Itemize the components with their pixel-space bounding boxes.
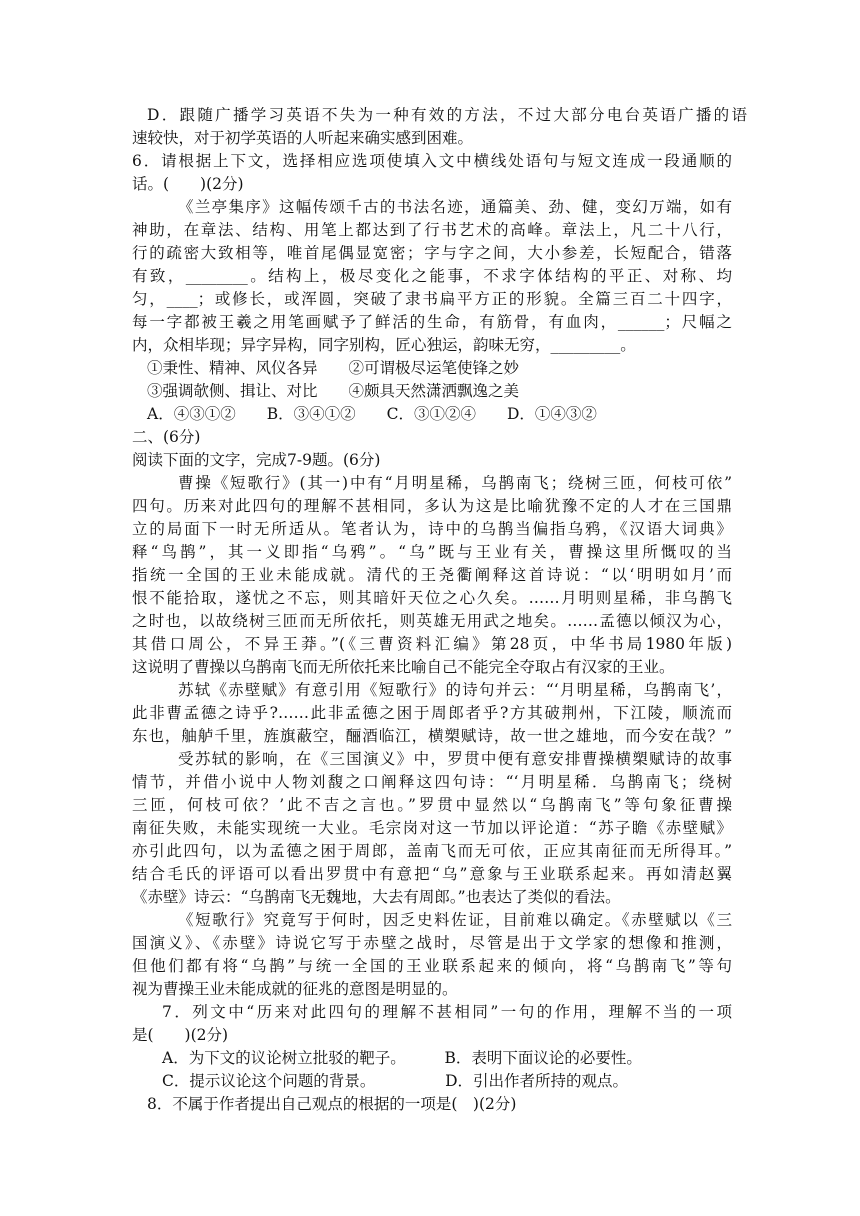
option-d-line-2: 速较快，对于初学英语的人听起来确实感到困难。 <box>132 129 474 147</box>
question-7-stem-1: 7．列文中“历来对此四句的理解不甚相同”一句的作用，理解不当的一项 <box>162 1003 732 1021</box>
question-6-stem-1: 6．请根据上下文，选择相应选项使填入文中横线处语句与短文连成一段通顺的 <box>132 152 732 170</box>
choices-row-1: ①秉性、精神、风仪各异 ②可谓极尽运笔使锋之妙 <box>147 359 520 377</box>
passage-2-p4-line-2: 国演义》、《赤壁》诗说它写于赤壁之战时，尽管是出于文学家的想像和推测， <box>132 934 732 952</box>
passage-2-p3-line-2: 情节，并借小说中人物刘馥之口阐释这四句诗：“‘月明星稀．乌鹊南飞；绕树 <box>132 773 732 791</box>
passage-2-p3-line-1: 受苏轼的影响，在《三国演义》中，罗贯中便有意安排曹操横槊赋诗的故事 <box>178 750 732 768</box>
passage-2-p1-line-8: 其借口周公，不异王莽。”(《三曹资料汇编》第28页，中华书局1980年版) <box>132 635 732 653</box>
question-8-stem: 8．不属于作者提出自己观点的根据的一项是( )(2分) <box>147 1095 517 1113</box>
section-2-heading: 二、(6分) <box>132 428 201 446</box>
choices-row-2: ③强调欹侧、揖让、对比 ④颇具天然潇洒飘逸之美 <box>147 382 520 400</box>
passage-1-line-3: 行的疏密大致相等，唯首尾偶显宽密；字与字之间，大小参差，长短配合，错落 <box>132 244 732 262</box>
passage-2-p2-line-3: 东也，舳舻千里，旌旗蔽空，酾酒临江，横槊赋诗，故一世之雄地，而今安在哉？” <box>132 727 732 745</box>
passage-1-line-6: 每一字都被王羲之用笔画赋予了鲜活的生命，有筋骨，有血肉，______；尺幅之 <box>132 313 732 331</box>
passage-2-p1-line-4: 释“鸟鹊”，其一义即指“乌鸦”。“乌”既与王业有关，曹操这里所慨叹的当 <box>132 543 732 561</box>
passage-2-p1-line-6: 恨不能拾取，遂忧之不忘，则其暗奸天位之心久矣。……月明则星稀，非乌鹊飞 <box>132 589 732 607</box>
passage-2-p3-line-3: 三匝，何枝可依？’此不吉之言也。”罗贯中显然以“乌鹊南飞”等句象征曹操 <box>132 796 732 814</box>
passage-2-p1-line-7: 之时也，以故绕树三匝而无所依托，则英雄无用武之地矣。……孟德以倾汉为心， <box>132 612 732 630</box>
passage-2-p4-line-4: 视为曹操王业未能成就的征兆的意图是明显的。 <box>132 980 458 998</box>
question-6-stem-2: 话。( )(2分) <box>132 175 244 193</box>
passage-2-p1-line-9: 这说明了曹操以乌鹊南飞而无所依托来比喻自己不能完全夺取占有汉家的王业。 <box>132 658 675 676</box>
option-d-line-1: D．跟随广播学习英语不失为一种有效的方法，不过大部分电台英语广播的语 <box>147 106 747 124</box>
question-7-stem-2: 是( )(2分) <box>132 1026 229 1044</box>
passage-2-p3-line-4: 南征失败，未能实现统一大业。毛宗岗对这一节加以评论道：“苏子瞻《赤壁赋》 <box>132 819 732 837</box>
passage-2-p2-line-2: 此非曹孟德之诗乎?……此非孟德之困于周郎者乎?方其破荆州，下江陵，顺流而 <box>132 704 732 722</box>
reading-instruction: 阅读下面的文字，完成7-9题。(6分) <box>132 451 381 469</box>
passage-1-line-2: 神助，在章法、结构、用笔上都达到了行书艺术的高峰。章法上，凡二十八行， <box>132 221 732 239</box>
passage-2-p4-line-1: 《短歌行》究竟写于何时，因乏史料佐证，目前难以确定。《赤壁赋以《三 <box>178 911 732 929</box>
passage-2-p3-line-7: 《赤壁》诗云：“乌鹊南飞无魏地，大去有周郎。”也表达了类似的看法。 <box>132 888 621 906</box>
passage-1-line-7: 内，众相毕现；异字异构，同字别构，匠心独运，韵味无穷，_________。 <box>132 336 636 354</box>
passage-2-p1-line-2: 四句。历来对此四句的理解不甚相同，多认为这是比喻犹豫不定的人才在三国鼎 <box>132 497 732 515</box>
answer-options-q6: A．④③①② B．③④①② C．③①②④ D．①④③② <box>147 405 597 423</box>
question-7-options-ab: A．为下文的议论树立批驳的靶子。 B．表明下面议论的必要性。 <box>162 1049 642 1067</box>
passage-2-p1-line-3: 立的局面下一时无所适从。笔者认为，诗中的乌鹊当偏指乌鸦，《汉语大词典》 <box>132 520 732 538</box>
passage-2-p2-line-1: 苏轼《赤壁赋》有意引用《短歌行》的诗句并云：“‘月明星稀，乌鹊南飞’， <box>178 681 732 699</box>
passage-2-p1-line-5: 指统一全国的王业未能成就。清代的王尧衢阐释这首诗说：“以‘明明如月’而 <box>132 566 732 584</box>
passage-1-line-1: 《兰亭集序》这幅传颂千古的书法名迹，通篇美、劲、健，变幻万端，如有 <box>178 198 732 216</box>
passage-1-line-5: 匀，____；或修长，或浑圆，突破了隶书扁平方正的形貌。全篇三百二十四字， <box>132 290 732 308</box>
question-7-options-cd: C．提示议论这个问题的背景。 D．引出作者所持的观点。 <box>162 1072 629 1090</box>
passage-2-p1-line-1: 曹操《短歌行》(其一)中有“月明星稀，乌鹊南飞；绕树三匝，何枝可依” <box>178 474 732 492</box>
passage-1-line-4: 有致，________。结构上，极尽变化之能事，不求字体结构的平正、对称、均 <box>132 267 732 285</box>
passage-2-p4-line-3: 但他们都有将“乌鹊”与统一全国的王业联系起来的倾向，将“乌鹊南飞”等句 <box>132 957 732 975</box>
passage-2-p3-line-5: 亦引此四句，以为孟德之困于周郎，盖南飞而无可依，正应其南征而无所得耳。” <box>132 842 732 860</box>
passage-2-p3-line-6: 结合毛氏的评语可以看出罗贯中有意把“乌”意象与王业联系起来。再如清赵翼 <box>132 865 732 883</box>
